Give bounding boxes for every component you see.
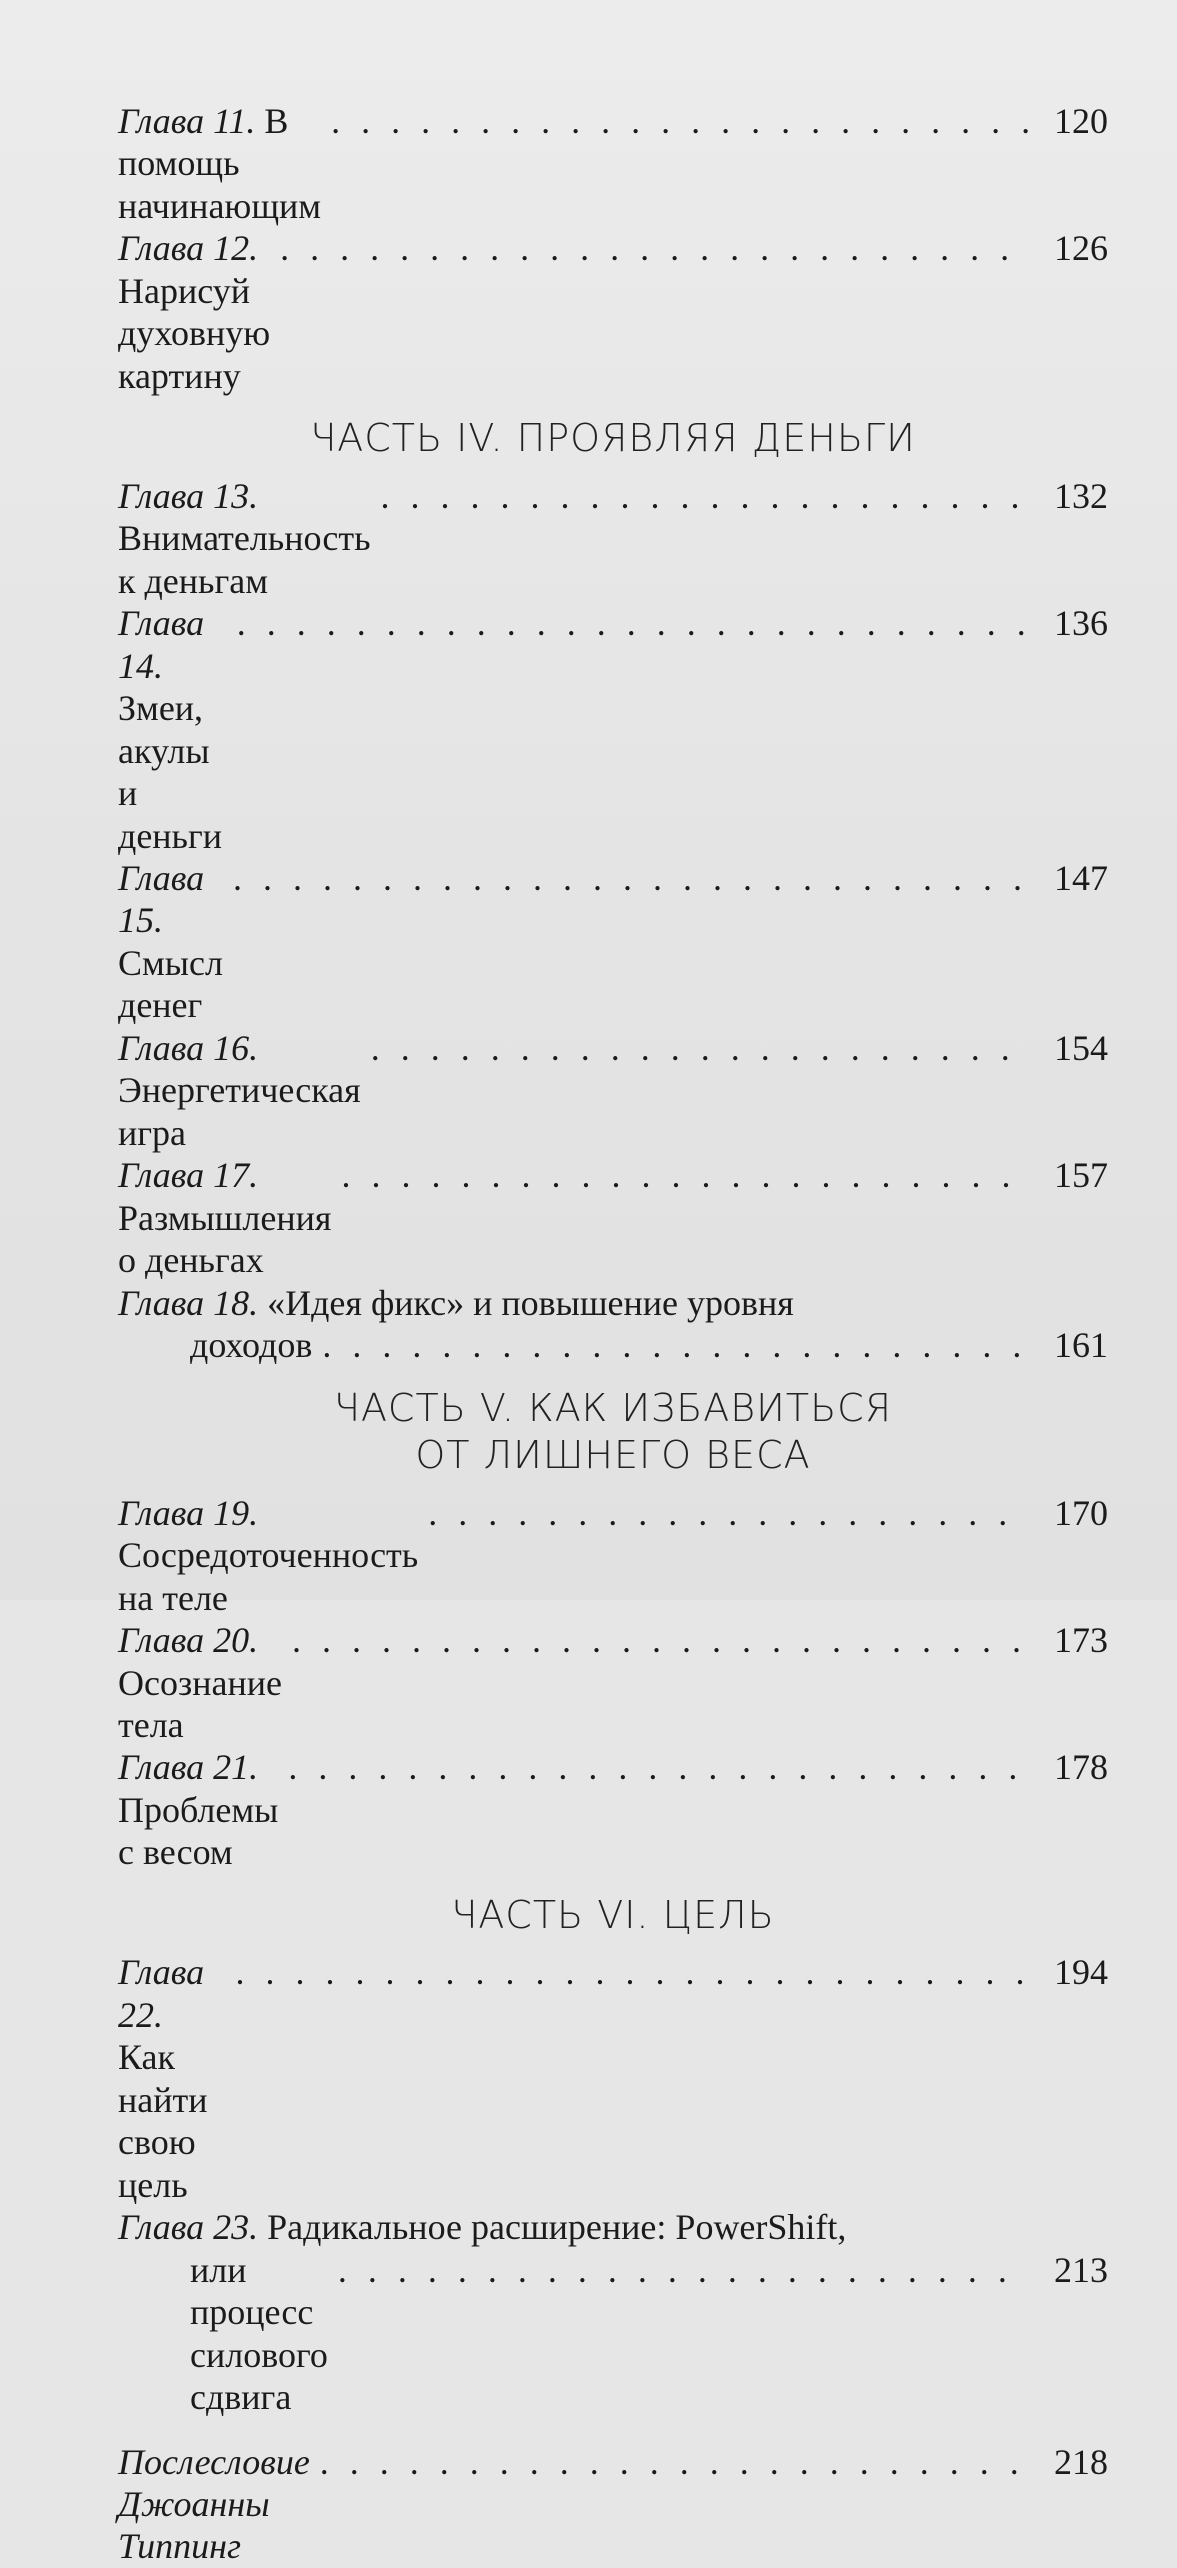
chapter-number: Глава 16. xyxy=(118,1027,259,1068)
chapter-title: Нарисуй духовную картину xyxy=(118,270,271,396)
page-number: 194 xyxy=(1054,1952,1108,1993)
part-heading-line: ОТ ЛИШНЕГО ВЕСА xyxy=(415,1433,811,1478)
chapter-number: Глава 18. xyxy=(118,1282,259,1323)
dot-leader xyxy=(292,1619,1028,1661)
dot-leader xyxy=(341,1154,1028,1196)
dot-leader xyxy=(237,602,1028,644)
toc-entry-chapter-12 xyxy=(118,227,1108,397)
toc-entry-chapter-14 xyxy=(118,602,1108,857)
part-heading-6: ЧАСТЬ VI. ЦЕЛЬ xyxy=(451,1892,775,1937)
page-number: 218 xyxy=(1054,2441,1108,2482)
toc-entry-chapter-16 xyxy=(118,1027,1108,1154)
dot-leader xyxy=(233,857,1028,899)
page-number: 126 xyxy=(1054,228,1108,269)
afterword-title: Послесловие Джоанны Типпинг xyxy=(118,2441,310,2567)
chapter-title-continued: или процесс силового сдвига xyxy=(190,2249,328,2418)
page-number: 136 xyxy=(1054,603,1108,644)
chapter-title: «Идея фикс» и повышение уровня xyxy=(267,1282,794,1323)
chapter-title-continued: доходов xyxy=(190,1325,313,1366)
page-number: 161 xyxy=(1054,1325,1108,1366)
toc-entry-chapter-20 xyxy=(118,1619,1108,1746)
page-number: 120 xyxy=(1054,101,1108,141)
chapter-number: Глава 22. xyxy=(118,1952,205,2035)
toc-entry-afterword xyxy=(118,2441,1108,2568)
page-number: 132 xyxy=(1054,475,1108,516)
chapter-title: В помощь начинающим xyxy=(118,101,322,226)
chapter-title: Змеи, акулы и деньги xyxy=(118,688,223,856)
page-number: 178 xyxy=(1054,1747,1108,1788)
page-number: 173 xyxy=(1054,1620,1108,1661)
chapter-title: Осознание тела xyxy=(118,1662,282,1745)
chapter-number: Глава 13. xyxy=(118,475,259,516)
part-heading-5 xyxy=(118,1385,1108,1480)
chapter-number: Глава 15. xyxy=(118,858,205,941)
dot-leader xyxy=(322,1324,1028,1366)
chapter-title: Проблемы с весом xyxy=(118,1789,279,1873)
page-number: 213 xyxy=(1054,2249,1108,2290)
chapter-title: Энергетическая игра xyxy=(118,1070,361,1153)
chapter-number: Глава 23. xyxy=(118,2207,259,2248)
page-number: 157 xyxy=(1054,1155,1108,1196)
chapter-title: Смысл денег xyxy=(118,942,223,1026)
chapter-title: Сосредоточенность на теле xyxy=(118,1535,419,1618)
page-number: 170 xyxy=(1054,1492,1108,1533)
chapter-number: Глава 11. xyxy=(118,101,256,141)
toc-entry-chapter-17 xyxy=(118,1154,1108,1281)
toc-entry-chapter-13 xyxy=(118,475,1108,602)
toc-entry-chapter-11 xyxy=(118,100,1108,227)
page-number: 154 xyxy=(1054,1027,1108,1068)
toc-entry-chapter-22 xyxy=(118,1951,1108,2206)
chapter-number: Глава 21. xyxy=(118,1747,259,1788)
table-of-contents xyxy=(118,100,1108,2568)
dot-leader xyxy=(331,100,1028,142)
chapter-number: Глава 12. xyxy=(118,228,259,269)
page-number: 147 xyxy=(1054,858,1108,898)
dot-leader xyxy=(338,2249,1028,2291)
chapter-title: Размышления о деньгах xyxy=(118,1197,332,1281)
toc-entry-chapter-18 xyxy=(118,1282,1108,1324)
chapter-number: Глава 19. xyxy=(118,1492,259,1533)
toc-entry-chapter-23 xyxy=(118,2206,1108,2248)
chapter-title: Внимательность к деньгам xyxy=(118,518,371,601)
chapter-number: Глава 20. xyxy=(118,1620,259,1661)
toc-entry-chapter-15 xyxy=(118,857,1108,1027)
part-heading-4: ЧАСТЬ IV. ПРОЯВЛЯЯ ДЕНЬГИ xyxy=(310,416,916,461)
dot-leader xyxy=(320,2441,1028,2483)
chapter-title: Радикальное расширение: PowerShift, xyxy=(267,2207,847,2248)
part-heading-line: ЧАСТЬ V. КАК ИЗБАВИТЬСЯ xyxy=(333,1385,893,1430)
chapter-title: Как найти свою цель xyxy=(118,2037,208,2205)
dot-leader xyxy=(280,227,1028,269)
dot-leader xyxy=(288,1746,1028,1788)
dot-leader xyxy=(235,1951,1028,1993)
chapter-number: Глава 14. xyxy=(118,603,205,686)
chapter-number: Глава 17. xyxy=(118,1155,259,1196)
toc-entry-chapter-21 xyxy=(118,1746,1108,1873)
dot-leader xyxy=(371,1027,1028,1069)
toc-entry-chapter-23-continued xyxy=(118,2249,1108,2419)
dot-leader xyxy=(428,1492,1028,1534)
toc-entry-chapter-18-continued xyxy=(118,1324,1108,1366)
dot-leader xyxy=(381,475,1028,517)
